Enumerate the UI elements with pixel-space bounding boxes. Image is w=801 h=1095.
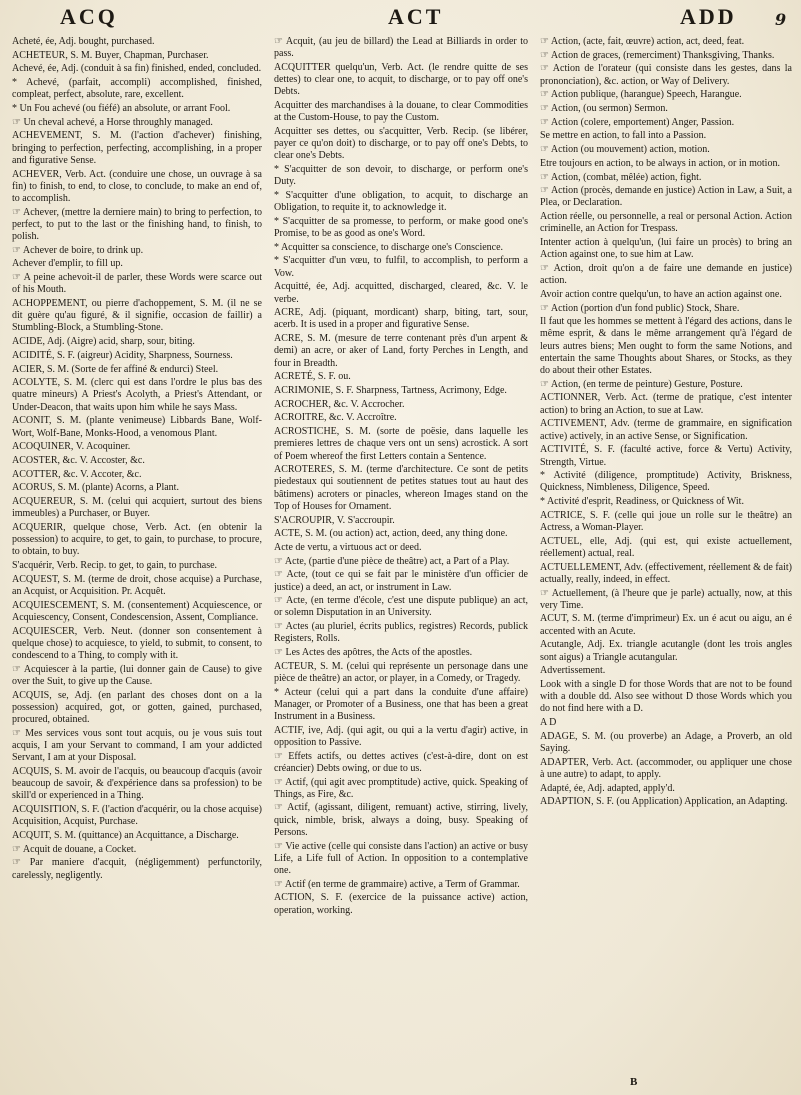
entry: ACQUIS, se, Adj. (en parlant des choses dont on a la possession) acquired, got, or gotten, gained, purchased, procured, obtained.	[12, 689, 262, 726]
entry: ☞ Action publique, (harangue) Speech, Harangue.	[540, 89, 742, 101]
entry: ACQUIT, S. M. (quittance) an Acquittance, a Discharge.	[12, 829, 239, 841]
entry: Adapté, ée, Adj. adapted, apply'd.	[540, 782, 675, 794]
entry: ☞ Un cheval achevé, a Horse throughly managed.	[12, 116, 213, 128]
entry: * S'acquitter d'une obligation, to acquit, to discharge an Obligation, to requite it, to acknowledge it.	[274, 189, 528, 214]
entry: Achever d'emplir, to fill up.	[12, 258, 123, 270]
entry: Avoir action contre quelqu'un, to have an action against one.	[540, 288, 782, 300]
entry: ACOLYTE, S. M. (clerc qui est dans l'ordre le plus bas des quatre mineurs) A Priest's Acolyth, a Priest's Attendant, or Under-Deacon, that waits upon him while he says Mass.	[12, 377, 262, 413]
entry: S'acquérir, Verb. Recip. to get, to gain, to purchase.	[12, 560, 218, 572]
page-number: 9	[775, 10, 787, 29]
entry: ACHOPPEMENT, ou pierre d'achoppement, S. M. (il ne se dit guère qu'au figuré, & il signifie, occasion de faillir) a Stumbling-Block, a Stumbling-Stone.	[12, 298, 262, 334]
entry: ACROITRE, &c. V. Accroître.	[274, 412, 397, 424]
entry: ACTEUR, S. M. (celui qui représente un personage dans une pièce de theâtre) an actor, or player, in a Comedy, or Tragedy.	[274, 660, 528, 684]
entry: ACQUIESCEMENT, S. M. (consentement) Acquiescence, or Acquiescency, Consent, Condescension, Assent, Compliance.	[12, 599, 262, 623]
entry: ACQUITTER quelqu'un, Verb. Act. (le rendre quitte de ses dettes) to clear one, to acquit, to discharge, or to pay off one's Debts.	[274, 61, 528, 98]
entry: * S'acquitter d'un vœu, to fulfil, to accomplish, to perform a Vow.	[274, 255, 528, 279]
entry: * Activité d'esprit, Readiness, or Quickness of Wit.	[540, 496, 744, 508]
entry: ☞ Acquit, (au jeu de billard) the Lead at Billiards in order to pass.	[274, 36, 528, 60]
entry: ☞ Action, (combat, mêlée) action, fight.	[540, 171, 702, 183]
entry: S'ACROUPIR, V. S'accroupir.	[274, 514, 395, 526]
entry: ACHEVEMENT, S. M. (l'action d'achever) finishing, bringing to perfection, perfecting, accomplishing, in a proper and figurative Sense.	[12, 130, 262, 166]
entry: ACHEVER, Verb. Act. (conduire une chose, un ouvrage à sa fin) to finish, to end, to close, to conclude, to make an end of, to accomplish.	[12, 168, 262, 204]
entry: ☞ Achever, (mettre la derniere main) to bring to perfection, to perfect, to put to the last or the finishing hand, to finish, to polish.	[12, 206, 262, 243]
entry: Action réelle, ou personnelle, a real or personal Action. Action criminelle, an Action for Trespass.	[540, 211, 792, 235]
running-header-left: ACQ	[60, 4, 118, 29]
entry: ACUT, S. M. (terme d'imprimeur) Ex. un é acut ou aigu, an é accented with an Acute.	[540, 613, 792, 637]
entry: ACROSTICHE, S. M. (sorte de poësie, dans laquelle les premieres lettres de chaque vers ont un sens) acrostick. A sort of Poem whereof the first Letters contain a Sentence.	[274, 426, 528, 462]
entry: ACQUEREUR, S. M. (celui qui acquiert, surtout des biens immeubles) a Purchaser, or Buyer.	[12, 496, 262, 520]
entry: ☞ Action de graces, (remerciment) Thanksgiving, Thanks.	[540, 49, 775, 61]
entry: ADAPTER, Verb. Act. (accommoder, ou appliquer une chose à une autre) to adapt, to apply.	[540, 756, 792, 780]
running-header-right: ADD	[680, 4, 737, 29]
entry: * S'acquitter de son devoir, to discharge, or perform one's Duty.	[274, 164, 528, 188]
entry: ACQUERIR, quelque chose, Verb. Act. (en obtenir la possession) to acquire, to get, to gain, to purchase, to procure, to obtain, to buy.	[12, 522, 262, 558]
entry: ☞ Action, (acte, fait, œuvre) action, act, deed, feat.	[540, 36, 745, 47]
entry: ☞ Vie active (celle qui consiste dans l'action) an active or busy Life, a Life full of Action. In opposition to a contemplative one.	[274, 840, 528, 876]
entry: Il faut que les hommes se mettent à l'égard des actions, dans le même esprit, & dans le même arrangement qu'à l'égard de leurs autres biens; Men ought to form the same Notions, and entertain the same Thoughts about Shares, or Stocks, as they do about their other Estates.	[540, 316, 792, 377]
entry: ☞ Achever de boire, to drink up.	[12, 244, 144, 256]
entry: Acheté, ée, Adj. bought, purchased.	[12, 36, 155, 47]
entry: ☞ Action, (en terme de peinture) Gesture, Posture.	[540, 378, 743, 390]
entry: ACQUEST, S. M. (terme de droit, chose acquise) a Purchase, an Acquist, or Acquisition. Pr. Acquêt.	[12, 573, 262, 598]
entry: ACTIONNER, Verb. Act. (terme de pratique, c'est intenter action) to bring an Action, to sue at Law.	[540, 392, 792, 416]
entry: ACTRICE, S. F. (celle qui joue un rolle sur le theâtre) an Actress, a Woman-Player.	[540, 509, 792, 534]
entry: ACTUEL, elle, Adj. (qui est, qui existe actuellement, réellement) actual, real.	[540, 535, 792, 559]
entry: Se mettre en action, to fall into a Passion.	[540, 130, 707, 142]
entry: * Activité (diligence, promptitude) Activity, Briskness, Quickness, Nimbleness, Diligence, Speed.	[540, 470, 792, 494]
entry: ☞ Actuellement, (à l'heure que je parle) actually, now, at this very Time.	[540, 587, 792, 611]
entry: ACIER, S. M. (Sorte de fer affiné & endurci) Steel.	[12, 363, 219, 375]
entry: ACTE, S. M. (ou action) act, action, deed, any thing done.	[274, 528, 508, 540]
entry: ☞ A peine achevoit-il de parler, these Words were scarce out of his Mouth.	[12, 272, 262, 296]
entry: ACOTTER, &c. V. Accoter, &c.	[12, 468, 142, 480]
entry: ACRIMONIE, S. F. Sharpness, Tartness, Acrimony, Edge.	[274, 384, 507, 396]
entry: Advertissement.	[540, 665, 606, 677]
entry: ACQUIS, S. M. avoir de l'acquis, ou beaucoup d'acquis (avoir beaucoup de savoir, & d'expérience dans sa profession) to be skill'd or experienced in a Thing.	[12, 765, 262, 802]
entry: ACRETÉ, S. F. ou.	[274, 371, 351, 383]
entry: * Achevé, (parfait, accompli) accomplished, finished, compleat, perfect, absolute, rare, excellent.	[12, 77, 262, 101]
entry: ☞ Action, (ou sermon) Sermon.	[540, 103, 668, 115]
entry: Acutangle, Adj. Ex. triangle acutangle (dont les trois angles sont aigus) a Triangle acutangular.	[540, 639, 792, 663]
entry: ACRE, Adj. (piquant, mordicant) sharp, biting, tart, sour, acerb. It is used in a proper and figurative Sense.	[274, 307, 528, 331]
entry: ACRE, S. M. (mesure de terre contenant près d'un arpent & demi) an acre, or aker of Land, forty Perches in Length, and four in Breadth.	[274, 333, 528, 369]
entry: * Un Fou achevé (ou fiéfé) an absolute, or arrant Fool.	[12, 103, 231, 115]
entry: ACTIVITÉ, S. F. (faculté active, force & Vertu) Activity, Strength, Virtue.	[540, 444, 792, 468]
entry: ☞ Action (colere, emportement) Anger, Passion.	[540, 116, 735, 128]
entry: ☞ Actes (au pluriel, écrits publics, registres) Records, publick Registers, Rolls.	[274, 621, 528, 645]
entry: ☞ Action (portion d'un fond public) Stock, Share.	[540, 302, 740, 314]
entry: ACORUS, S. M. (plante) Acorns, a Plant.	[12, 482, 179, 494]
entry: ☞ Action, droit qu'on a de faire une demande en justice) action.	[540, 262, 792, 287]
entry: ADAPTION, S. F. (ou Application) Application, an Adapting.	[540, 796, 788, 808]
entry: ADAGE, S. M. (ou proverbe) an Adage, a Proverb, an old Saying.	[540, 730, 792, 754]
entry: A D	[540, 717, 557, 729]
entry: * Acquitter sa conscience, to discharge one's Conscience.	[274, 241, 504, 253]
entry: * S'acquitter de sa promesse, to perform, or make good one's Promise, to be as good as one's Word.	[274, 215, 528, 240]
entry: ☞ Acquiescer à la partie, (lui donner gain de Cause) to give over the Suit, to give up the Cause.	[12, 663, 262, 687]
entry: ACQUISITION, S. F. (l'action d'acquérir, ou la chose acquise) Acquisition, Acquist, Purchase.	[12, 803, 262, 828]
column-right	[540, 36, 792, 1086]
entry: ACQUIESCER, Verb. Neut. (donner son consentement à quelque chose) to acquiesce, to yield, to submit, to consent, to condescend to a Thing, to comply with it.	[12, 625, 262, 662]
entry: ☞ Les Actes des apôtres, the Acts of the apostles.	[274, 647, 473, 659]
entry: ☞ Acte, (en terme d'école, c'est une dispute publique) an act, or solemn Disputation in an University.	[274, 595, 528, 619]
entry: Acquitter ses dettes, ou s'acquitter, Verb. Recip. (se libérer, payer ce qu'on doit) to discharge, or to pay off one's Debts, to clear one's Debts.	[274, 125, 528, 162]
entry: Achevé, ée, Adj. (conduit à sa fin) finished, ended, concluded.	[12, 63, 262, 75]
entry: ACROTERES, S. M. (terme d'architecture. Ce sont de petits piedestaux qui soutiennent de petites statues tout au haut des bâtimens) acroters or pinacles, whereon Images stand on the Top of Houses for Ornament.	[274, 464, 528, 512]
entry: ACONIT, S. M. (plante venimeuse) Libbards Bane, Wolf-Wort, Wolf-Bane, Monks-Hood, a venomous Plant.	[12, 415, 262, 439]
entry: Intenter action à quelqu'un, (lui faire un procès) to bring an Action against one, to sue him at Law.	[540, 237, 792, 261]
entry: ☞ Action (procès, demande en justice) Action in Law, a Suit, a Plea, or Declaration.	[540, 185, 792, 209]
entry: Etre toujours en action, to be always in action, or in motion.	[540, 157, 780, 169]
entry: ☞ Mes services vous sont tout acquis, ou je vous suis tout acquis, I am your Servant to command, I am your addicted Servant, I am at your Disposal.	[12, 727, 262, 764]
entry: ☞ Acquit de douane, a Cocket.	[12, 843, 137, 855]
entry: ☞ Actif, (agissant, diligent, remuant) active, stirring, lively, quick, nimble, brisk, always a doing, busy. Speaking of Persons.	[274, 802, 528, 838]
entry: ACOQUINER, V. Acoquiner.	[12, 441, 131, 453]
entry: ACHETEUR, S. M. Buyer, Chapman, Purchaser.	[12, 49, 209, 61]
entry: * Acteur (celui qui a part dans la conduite d'une affaire) Manager, or Promoter of a Business, one that has been a great Instrument in a Business.	[274, 686, 528, 723]
entry: ACTIF, ive, Adj. (qui agit, ou qui a la vertu d'agir) active, in opposition to Passive.	[274, 724, 528, 748]
entry: Acquitté, ée, Adj. acquitted, discharged, cleared, &c. V. le verbe.	[274, 281, 528, 305]
signature-mark: B	[630, 1076, 638, 1088]
entry: ☞ Actif, (qui agit avec promptitude) active, quick. Speaking of Things, as Fire, &c.	[274, 776, 528, 800]
column-center	[274, 36, 528, 1086]
entry: ACTION, S. F. (exercice de la puissance active) action, operation, working.	[274, 892, 528, 916]
entry: ☞ Actif (en terme de grammaire) active, a Term of Grammar.	[274, 878, 520, 890]
entry: Look with a single D for those Words that are not to be found with a double dd. Also see without D those Words which you do not find here with a D.	[540, 678, 792, 715]
entry: ☞ Action (ou mouvement) action, motion.	[540, 144, 710, 156]
entry: ☞ Action de l'orateur (qui consiste dans les gestes, dans la prononciation), &c. action, or Way of Delivery.	[540, 63, 792, 87]
entry: ☞ Acte, (partie d'une pièce de theâtre) act, a Part of a Play.	[274, 555, 510, 567]
entry: ACROCHER, &c. V. Accrocher.	[274, 398, 405, 410]
entry: Acte de vertu, a virtuous act or deed.	[274, 541, 422, 553]
entry: Acquitter des marchandises à la douane, to clear Commodities at the Custom-House, to pay the Custom.	[274, 100, 528, 124]
entry: ☞ Par maniere d'acquit, (négligemment) perfunctorily, carelessly, negligently.	[12, 857, 262, 881]
entry: ☞ Acte, (tout ce qui se fait par le ministère d'un officier de justice) a deed, an act, or instrument in Law.	[274, 569, 528, 593]
running-header-center: ACT	[388, 4, 444, 29]
entry: ACIDE, Adj. (Aigre) acid, sharp, sour, biting.	[12, 336, 195, 348]
entry: ACOSTER, &c. V. Accoster, &c.	[12, 455, 145, 466]
column-left	[12, 36, 262, 1086]
entry: ☞ Effets actifs, ou dettes actives (c'est-à-dire, dont on est créancier) Debts owing, or due to us.	[274, 750, 528, 774]
entry: ACIDITÉ, S. F. (aigreur) Acidity, Sharpness, Sourness.	[12, 349, 233, 361]
entry: ACTIVEMENT, Adv. (terme de grammaire, en signification active) actively, in an active Sense, or Signification.	[540, 418, 792, 442]
entry: ACTUELLEMENT, Adv. (effectivement, réellement & de fait) actually, really, indeed, in effect.	[540, 561, 792, 585]
